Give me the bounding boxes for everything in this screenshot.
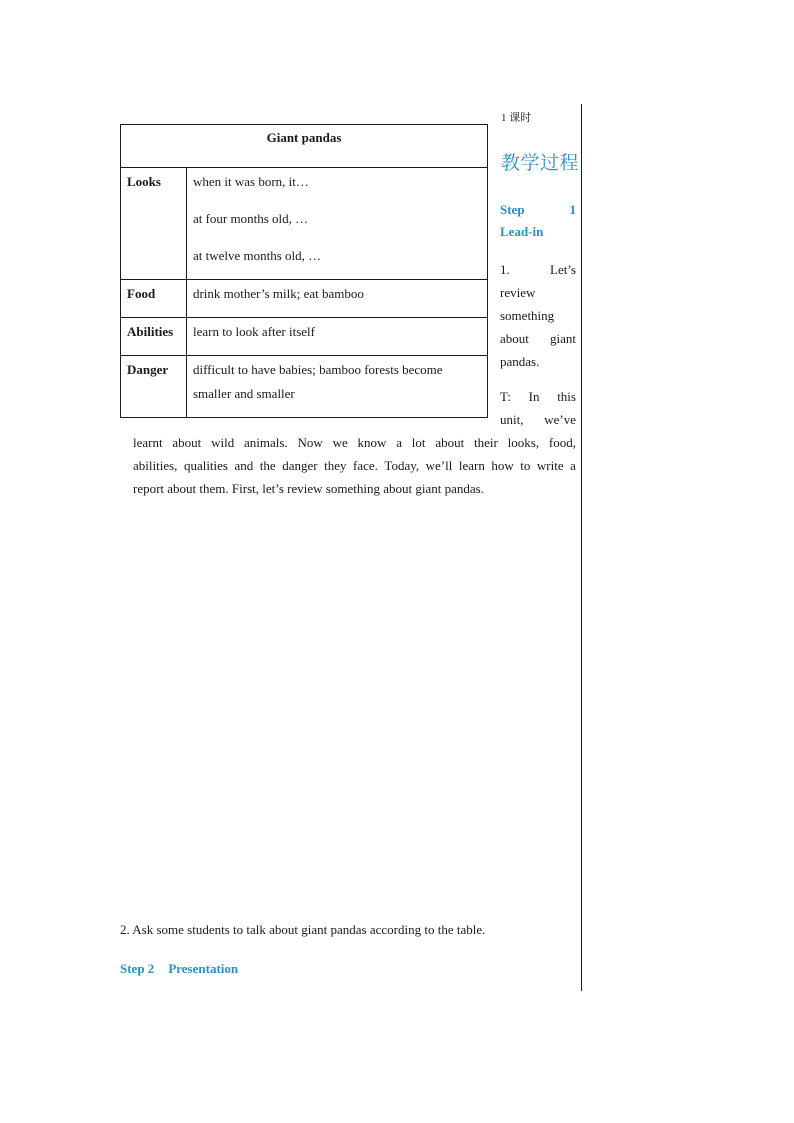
word: and (234, 458, 254, 473)
word: Today, (384, 458, 420, 473)
lesson-count: 1 课时 (501, 112, 532, 124)
cell-line: when it was born, it… (192, 174, 309, 189)
word: this (557, 389, 576, 404)
word: we’ve (544, 412, 576, 427)
table-title: Giant pandas (121, 125, 488, 168)
row-label: Looks (121, 168, 187, 280)
word: something (500, 308, 555, 323)
word: a (570, 458, 576, 473)
cell-line: learn to look after itself (192, 324, 315, 339)
step2-title: Presentation (168, 961, 239, 976)
step1-title: Lead-in (500, 224, 544, 239)
row-content (186, 356, 487, 418)
word: face. (353, 458, 378, 473)
word: to (520, 458, 531, 473)
column-divider (581, 104, 582, 991)
para-line-0 (133, 431, 576, 454)
word: animals. (244, 435, 288, 450)
word: the (259, 458, 276, 473)
item1-text (500, 258, 576, 373)
row-content (186, 168, 487, 280)
row-content (186, 318, 487, 356)
process-heading: 教学过程 (501, 152, 580, 174)
row-label: Food (121, 280, 187, 318)
word: lot (411, 435, 426, 450)
teacher-text-start (500, 385, 576, 431)
word: pandas. (500, 354, 540, 369)
word: In (528, 389, 540, 404)
word: know (357, 435, 387, 450)
teacher-paragraph (133, 431, 576, 500)
step1-label: Step (500, 202, 525, 217)
word: about (500, 331, 529, 346)
word: write (536, 458, 564, 473)
cell-line: at twelve months old, … (192, 248, 322, 263)
step1-number: 1 (569, 202, 576, 217)
table-row (121, 168, 488, 280)
step1-heading (500, 199, 576, 243)
word: review (500, 285, 536, 300)
word: food, (548, 435, 576, 450)
para-line-1 (133, 454, 576, 477)
giant-pandas-table (120, 124, 488, 418)
word: about (435, 435, 465, 450)
word: we (332, 435, 348, 450)
row-content (186, 280, 487, 318)
word: Now (297, 435, 323, 450)
table-header-row (121, 125, 488, 168)
step2-heading (120, 961, 238, 977)
word: 1. (500, 262, 510, 277)
word: qualities (183, 458, 228, 473)
word: Let’s (550, 262, 576, 277)
word: they (324, 458, 347, 473)
word: their (474, 435, 498, 450)
row-label: Abilities (121, 318, 187, 356)
table-row (121, 280, 488, 318)
word: learn (458, 458, 485, 473)
cell-line: difficult to have babies; bamboo forests become (192, 362, 443, 377)
para-line-2: report about them. First, let’s review something about giant pandas. (133, 481, 484, 496)
word: T: (500, 389, 511, 404)
step2-label: Step 2 (120, 961, 155, 976)
word: wild (211, 435, 235, 450)
word: a (396, 435, 402, 450)
cell-line: drink mother’s milk; eat bamboo (192, 286, 364, 301)
cell-line: at four months old, … (192, 211, 309, 226)
word: learnt (133, 435, 163, 450)
word: giant (550, 331, 576, 346)
row-label: Danger (121, 356, 187, 418)
table-row (121, 318, 488, 356)
word: we’ll (425, 458, 453, 473)
cell-line: smaller and smaller (192, 386, 295, 401)
word: about (172, 435, 202, 450)
table-row (121, 356, 488, 418)
item2-text: 2. Ask some students to talk about giant pandas according to the table. (120, 922, 486, 937)
word: abilities, (133, 458, 178, 473)
word: looks, (507, 435, 540, 450)
word: unit, (500, 412, 524, 427)
word: danger (282, 458, 318, 473)
word: how (491, 458, 514, 473)
